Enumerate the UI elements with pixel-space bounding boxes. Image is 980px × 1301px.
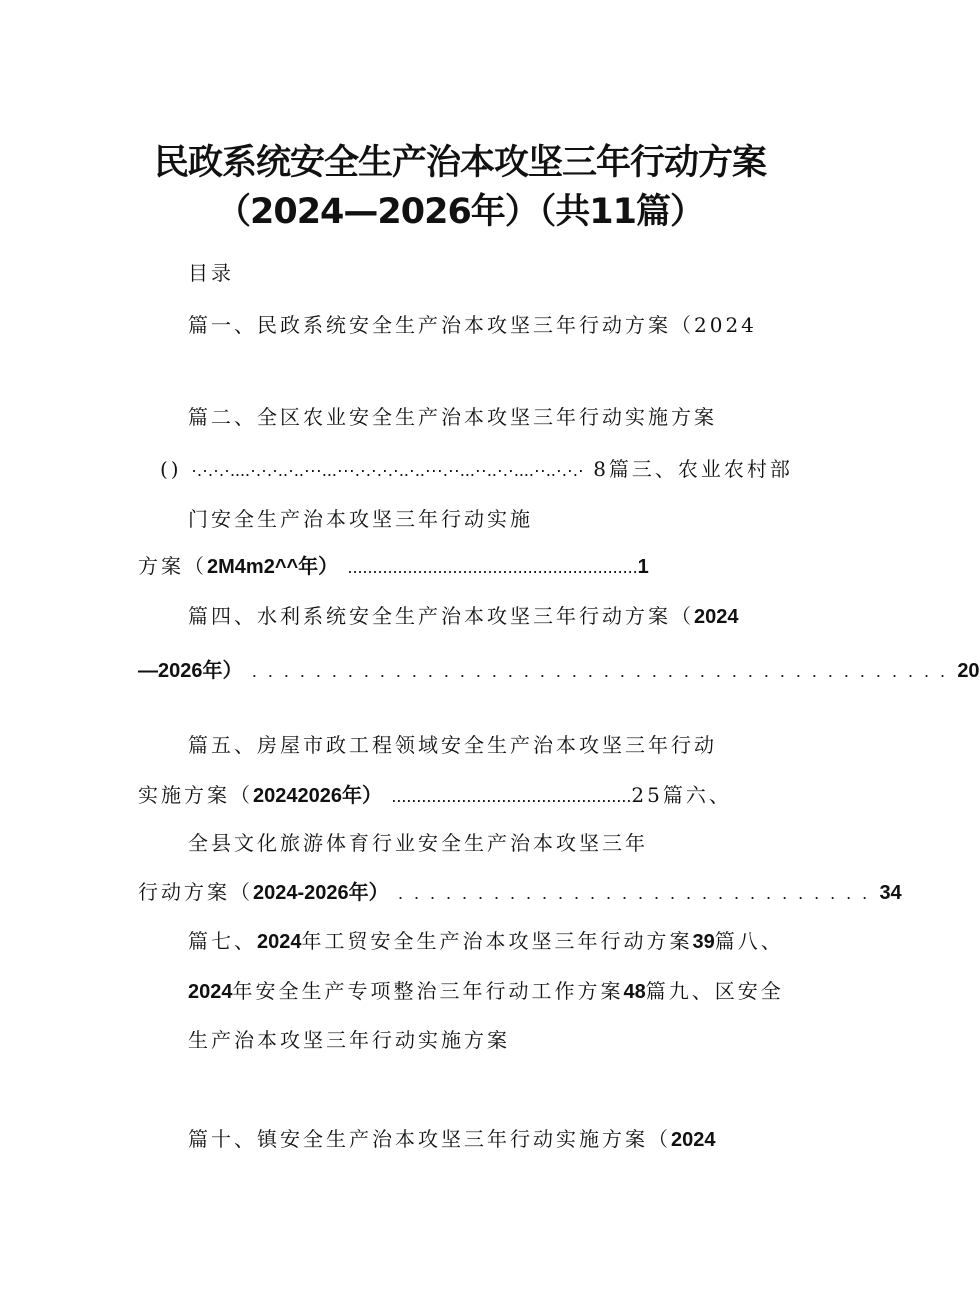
toc-year-range: 2M4m2^^年）: [207, 556, 339, 578]
toc-leader-dots: ..........................................................: [347, 557, 638, 577]
toc-text: 年安全生产专项整治三年行动工作方案: [232, 979, 624, 1003]
document-title-line-2: （2024—2026年）（共11篇）: [215, 192, 705, 232]
toc-leader-dots: ·.·.·.·....·.·.·..·..···...···.·.·.·.·..·..···.··...··..·.·....··..·.·.·: [190, 460, 584, 480]
toc-entry-9-cont: 生产治本攻坚三年行动实施方案: [188, 1028, 510, 1052]
toc-entry-3-cont: 门安全生产治本攻坚三年行动实施: [188, 507, 533, 531]
toc-entry-4-end: [138, 657, 980, 684]
toc-page-and-entry-3: 8篇三、农业农村部: [593, 457, 793, 481]
toc-entry-6-end: [138, 879, 902, 906]
toc-text: 方案（: [138, 554, 207, 578]
toc-page-and-entry-6: 25篇六、: [631, 783, 732, 807]
toc-text: 篇七、: [188, 929, 257, 953]
toc-text: 行动方案（: [138, 880, 253, 904]
toc-year-range: 2024-2026年）: [253, 882, 389, 904]
toc-page-number: 48: [623, 981, 646, 1003]
toc-entry-4: [188, 603, 739, 630]
toc-entry-6-cont: 全县文化旅游体育行业安全生产治本攻坚三年: [188, 831, 648, 855]
toc-text: 篇九、区安全: [645, 979, 784, 1003]
toc-entry-2: 篇二、全区农业安全生产治本攻坚三年行动实施方案: [188, 405, 717, 429]
toc-entry-2-cont: [160, 456, 793, 483]
toc-entry-10: [188, 1126, 716, 1153]
toc-text: 实施方案（: [138, 783, 253, 807]
toc-leader-dots: . . . . . . . . . . . . . . . . . . . . . . . . . . . . . . . . . . . . . . . . . . . .: [251, 661, 948, 681]
toc-entry-3-end: [138, 553, 649, 580]
toc-leader-dots: ................................................: [391, 786, 632, 806]
toc-year-range: 20242026年）: [253, 785, 382, 807]
toc-text: 篇四、水利系统安全生产治本攻坚三年行动方案（: [188, 604, 694, 628]
toc-entry-7: [188, 928, 784, 955]
toc-page-number: 20: [957, 660, 980, 682]
toc-leader-dots: . . . . . . . . . . . . . . . . . . . . . . . . . . . . . .: [398, 883, 871, 903]
toc-paren: (): [160, 457, 182, 481]
toc-text: 篇八、: [714, 929, 784, 953]
toc-year: 2024: [694, 606, 739, 628]
toc-year-range: —2026年）: [138, 660, 243, 682]
toc-year: 2024: [188, 981, 233, 1003]
toc-text: 篇十、镇安全生产治本攻坚三年行动实施方案（: [188, 1127, 671, 1151]
toc-entry-5-end: [138, 782, 732, 809]
toc-entry-8: [188, 978, 784, 1005]
toc-page-number: 1: [637, 556, 649, 578]
toc-text: 年工贸安全生产治本攻坚三年行动方案: [301, 929, 693, 953]
toc-year: 2024: [671, 1129, 716, 1151]
toc-page-number: 34: [879, 882, 902, 904]
toc-entry-5: 篇五、房屋市政工程领域安全生产治本攻坚三年行动: [188, 733, 717, 757]
toc-year: 2024: [257, 931, 302, 953]
toc-entry-1: 篇一、民政系统安全生产治本攻坚三年行动方案（2024: [188, 313, 757, 337]
toc-heading: 目录: [188, 261, 234, 285]
toc-page-number: 39: [692, 931, 715, 953]
document-title-line-1: 民政系统安全生产治本攻坚三年行动方案: [153, 143, 766, 183]
